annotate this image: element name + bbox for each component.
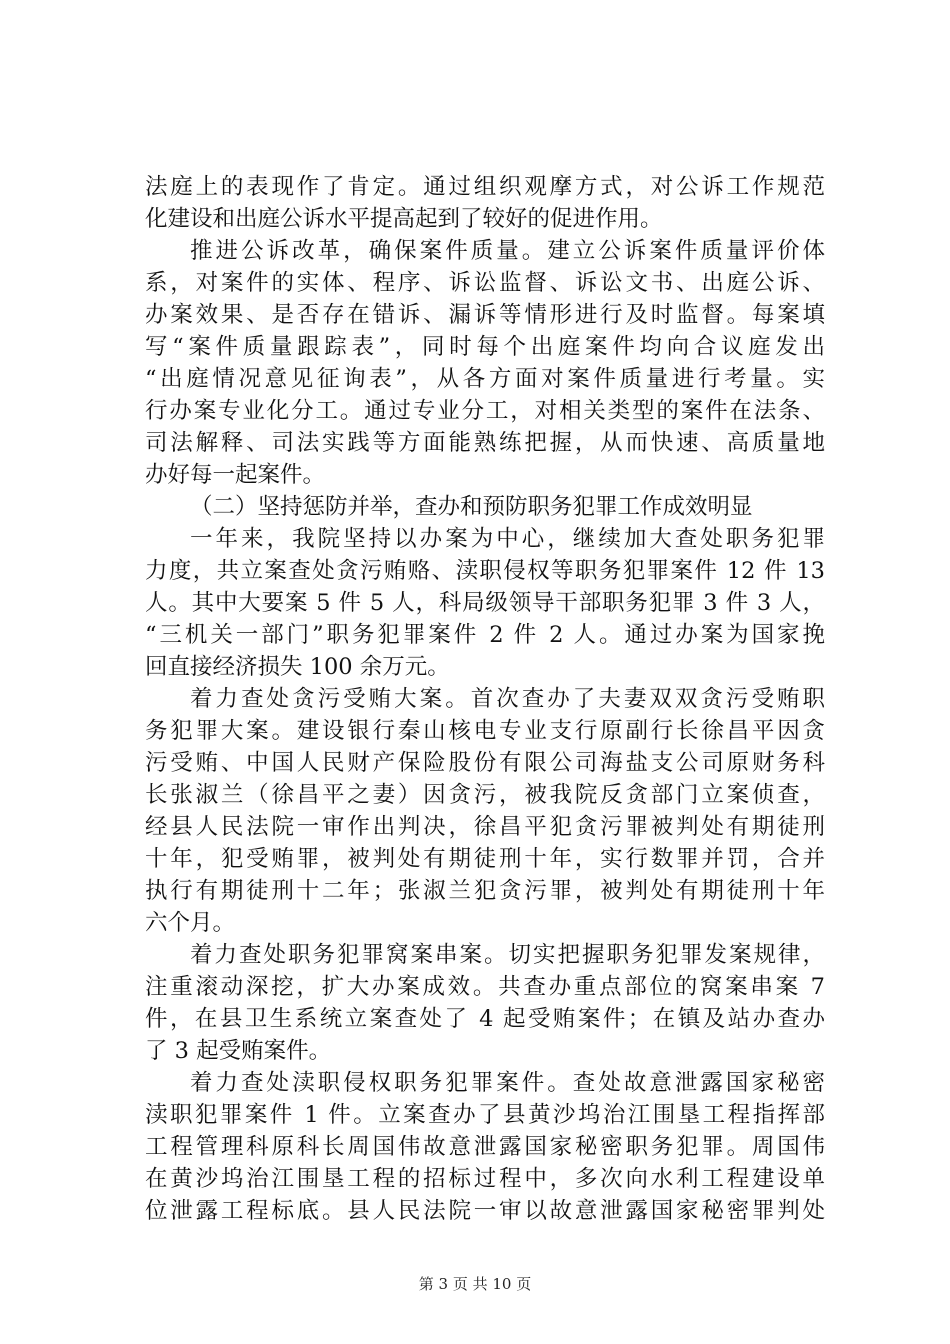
text-line: 力度，共立案查处贪污贿赂、渎职侵权等职务犯罪案件 12 件 13 [145,558,825,584]
text-line: 司法解释、司法实践等方面能熟练把握，从而快速、高质量地 [145,430,825,456]
text-line: 系，对案件的实体、程序、诉讼监督、诉讼文书、出庭公诉、 [145,270,825,296]
text-line: （二）坚持惩防并举，查办和预防职务犯罪工作成效明显 [190,494,753,520]
text-line: 六个月。 [145,910,236,936]
text-line: “出庭情况意见征询表”，从各方面对案件质量进行考量。实 [145,366,825,392]
text-line: 在黄沙坞治江围垦工程的招标过程中，多次向水利工程建设单 [145,1166,825,1192]
text-line: 长张淑兰（徐昌平之妻）因贪污，被我院反贪部门立案侦查， [145,782,825,808]
text-line: 办案效果、是否存在错诉、漏诉等情形进行及时监督。每案填 [145,302,825,328]
text-line: 法庭上的表现作了肯定。通过组织观摩方式，对公诉工作规范 [145,174,825,200]
text-line: 件，在县卫生系统立案查处了 4 起受贿案件；在镇及站办查办 [145,1006,825,1032]
text-line: 一年来，我院坚持以办案为中心，继续加大查处职务犯罪 [190,526,825,552]
text-line: 化建设和出庭公诉水平提高起到了较好的促进作用。 [145,206,663,232]
text-line: 回直接经济损失 100 余万元。 [145,654,450,680]
text-line: 办好每一起案件。 [145,462,326,488]
text-line: 推进公诉改革，确保案件质量。建立公诉案件质量评价体 [190,238,825,264]
text-line: 渎职犯罪案件 1 件。立案查办了县黄沙坞治江围垦工程指挥部 [145,1102,825,1128]
text-line: 经县人民法院一审作出判决，徐昌平犯贪污罪被判处有期徒刑 [145,814,825,840]
text-line: 十年，犯受贿罪，被判处有期徒刑十年，实行数罪并罚，合并 [145,846,825,872]
text-line: 着力查处贪污受贿大案。首次查办了夫妻双双贪污受贿职 [190,686,825,712]
text-line: 了 3 起受贿案件。 [145,1038,332,1064]
text-line: 污受贿、中国人民财产保险股份有限公司海盐支公司原财务科 [145,750,825,776]
text-line: “三机关一部门”职务犯罪案件 2 件 2 人。通过办案为国家挽 [145,622,825,648]
text-line: 工程管理科原科长周国伟故意泄露国家秘密职务犯罪。周国伟 [145,1134,825,1160]
page-footer: 第 3 页 共 10 页 [418,1275,532,1293]
text-line: 务犯罪大案。建设银行秦山核电专业支行原副行长徐昌平因贪 [145,718,825,744]
text-line: 着力查处职务犯罪窝案串案。切实把握职务犯罪发案规律， [190,942,825,968]
text-line: 人。其中大要案 5 件 5 人，科局级领导干部职务犯罪 3 件 3 人， [145,590,825,616]
text-line: 行办案专业化分工。通过专业分工，对相关类型的案件在法条、 [145,398,825,424]
text-line: 位泄露工程标底。县人民法院一审以故意泄露国家秘密罪判处 [145,1198,825,1224]
document-body [145,171,825,1227]
text-line: 执行有期徒刑十二年；张淑兰犯贪污罪，被判处有期徒刑十年 [145,878,825,904]
text-line: 写“案件质量跟踪表”，同时每个出庭案件均向合议庭发出 [145,334,825,360]
text-line: 着力查处渎职侵权职务犯罪案件。查处故意泄露国家秘密 [190,1070,825,1096]
text-line: 注重滚动深挖，扩大办案成效。共查办重点部位的窝案串案 7 [145,974,825,1000]
